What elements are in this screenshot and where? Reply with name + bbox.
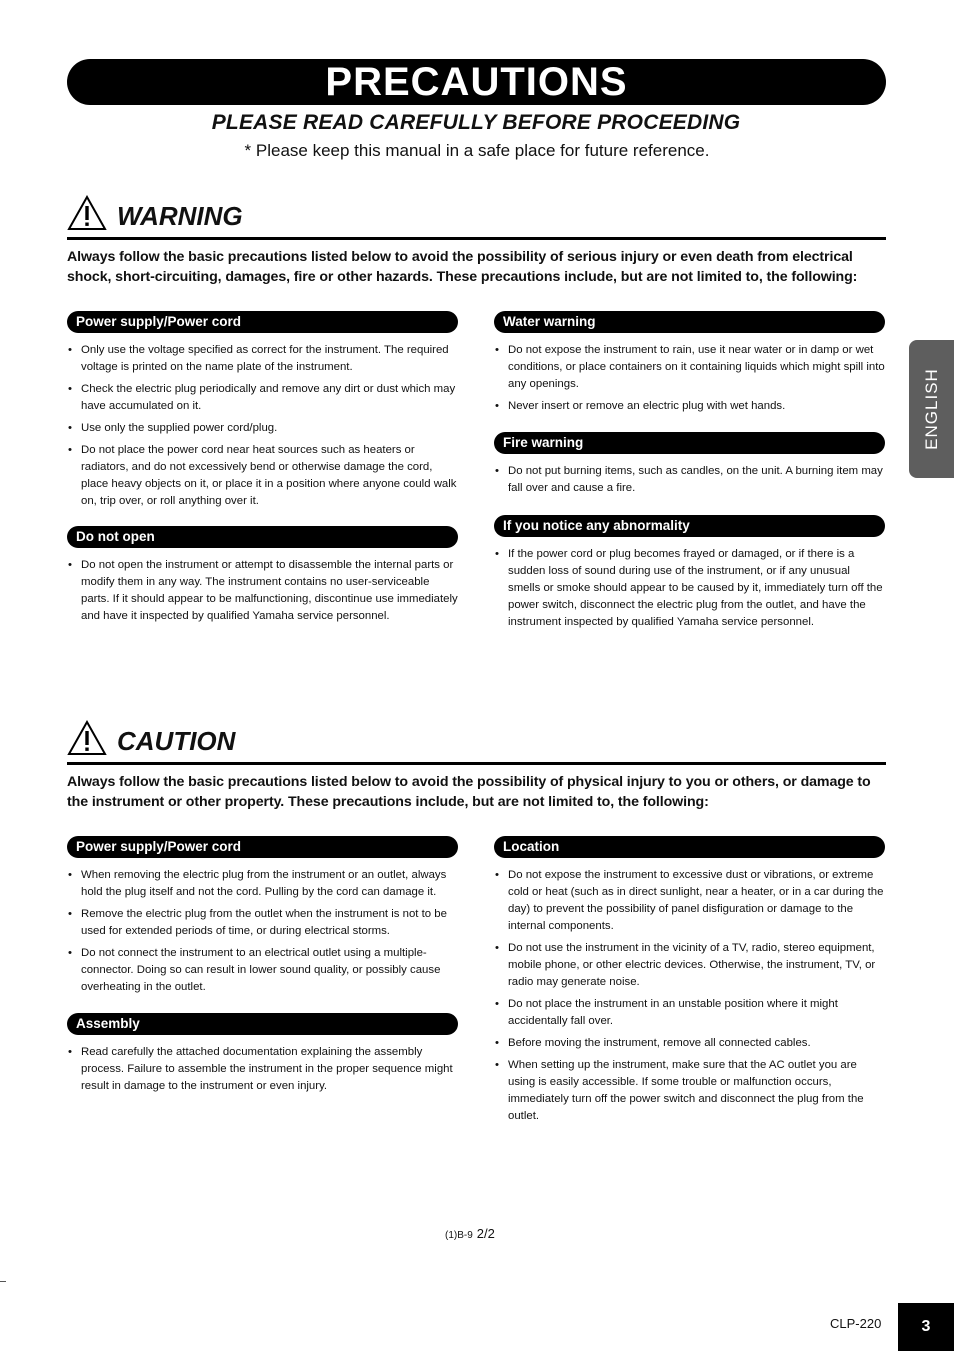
caution-location-block — [494, 836, 885, 1130]
caution-power-list — [67, 867, 458, 996]
warning-fire-block — [494, 432, 885, 502]
list-item: • Only use the voltage specified as correct for the instrument. The required voltage is printed on the name plate of the instrument. — [67, 342, 458, 376]
warning-abnormality-heading: If you notice any abnormality — [494, 515, 885, 537]
list-item: • Read carefully the attached documentation explaining the assembly process. Failure to assemble the instrument in the proper sequence might result in damage to the instrument or even injury. — [67, 1044, 458, 1095]
warning-fire-heading: Fire warning — [494, 432, 885, 454]
list-item: • Never insert or remove an electric plug with wet hands. — [494, 398, 885, 415]
footer-code-text: (1)B-9 — [445, 1230, 473, 1241]
warning-intro: Always follow the basic precautions listed below to avoid the possibility of serious injury or even death from electrical shock, short-circuiting, damages, fire or other hazards. These precautions include, but are not limited to, the following: — [67, 249, 858, 285]
list-item: • Do not place the instrument in an unstable position where it might accidentally fall over. — [494, 996, 885, 1030]
list-item: • Do not connect the instrument to an electrical outlet using a multiple-connector. Doing so can result in lower sound quality, or possibly cause overheating in the outlet. — [67, 945, 458, 996]
caution-header — [67, 720, 886, 765]
warning-header — [67, 195, 886, 240]
warning-water-block — [494, 311, 885, 420]
list-item: • When setting up the instrument, make sure that the AC outlet you are using is easily accessible. If some trouble or malfunction occurs, immediately turn off the power switch and disconnect the plug from the outlet. — [494, 1057, 885, 1125]
warning-fire-list — [494, 463, 885, 497]
language-tab — [909, 340, 954, 478]
caution-intro: Always follow the basic precautions listed below to avoid the possibility of physical injury to you or others, or damage to the instrument or other property. These precautions include, but are not limited to, the following: — [67, 774, 871, 810]
list-item: • Use only the supplied power cord/plug. — [67, 420, 458, 437]
caution-location-list — [494, 867, 885, 1125]
title-bar — [67, 59, 886, 105]
list-item: • Remove the electric plug from the outlet when the instrument is not to be used for extended periods of time, or during electrical storms. — [67, 906, 458, 940]
page-number: 3 — [898, 1303, 954, 1351]
subtitle: PLEASE READ CAREFULLY BEFORE PROCEEDING — [211, 111, 741, 134]
list-item: • Do not use the instrument in the vicinity of a TV, radio, stereo equipment, mobile phone, or other electric devices. Otherwise, the instrument, TV, or radio may generate noise. — [494, 940, 885, 991]
list-item: • Do not expose the instrument to excessive dust or vibrations, or extreme cold or heat (such as in direct sunlight, near a heater, or in a car during the day) to prevent the possibility of panel disfiguration or damage to the internal components. — [494, 867, 885, 935]
page-title: PRECAUTIONS — [325, 59, 628, 104]
footer-code — [445, 1226, 495, 1241]
keep-note: * Please keep this manual in a safe place for future reference. — [244, 141, 710, 160]
warning-triangle-icon — [67, 195, 107, 231]
caution-label: CAUTION — [117, 726, 236, 756]
warning-open-list — [67, 557, 458, 625]
caution-power-block — [67, 836, 458, 1001]
caution-assembly-list — [67, 1044, 458, 1095]
warning-power-heading: Power supply/Power cord — [67, 311, 458, 333]
list-item: • Do not open the instrument or attempt to disassemble the internal parts or modify them in any way. The instrument contains no user-serviceable parts. If it should appear to be malfunctioning, discontinue use immediately and have it inspected by qualified Yamaha service personnel. — [67, 557, 458, 625]
warning-power-list — [67, 342, 458, 510]
warning-label: WARNING — [117, 201, 243, 231]
list-item: • If the power cord or plug becomes frayed or damaged, or if there is a sudden loss of sound during use of the instrument, or if any unusual smells or smoke should appear to be caused by it, immediately turn off the power switch, disconnect the electric plug from the outlet, and have the instrument inspected by qualified Yamaha service personnel. — [494, 546, 885, 631]
caution-location-heading: Location — [494, 836, 885, 858]
footer-page-of: 2/2 — [476, 1226, 495, 1241]
caution-assembly-block — [67, 1013, 458, 1100]
warning-abnormality-block — [494, 515, 885, 636]
caution-power-heading: Power supply/Power cord — [67, 836, 458, 858]
warning-abnormality-list — [494, 546, 885, 631]
warning-triangle-icon — [67, 720, 107, 756]
list-item: • Check the electric plug periodically and remove any dirt or dust which may have accumulated on it. — [67, 381, 458, 415]
warning-water-list — [494, 342, 885, 415]
language-tab-label: ENGLISH — [921, 368, 941, 450]
list-item: • Do not expose the instrument to rain, use it near water or in damp or wet conditions, or place containers on it containing liquids which might spill into any openings. — [494, 342, 885, 393]
crop-mark — [0, 1281, 6, 1282]
list-item: • Do not place the power cord near heat sources such as heaters or radiators, and do not excessively bend or otherwise damage the cord, place heavy objects on it, or place it in a position where anyone could walk on, trip over, or roll anything over it. — [67, 442, 458, 510]
warning-open-block — [67, 526, 458, 630]
warning-power-block — [67, 311, 458, 515]
warning-open-heading: Do not open — [67, 526, 458, 548]
list-item: • Before moving the instrument, remove all connected cables. — [494, 1035, 885, 1052]
warning-water-heading: Water warning — [494, 311, 885, 333]
model-name: CLP-220 — [830, 1316, 882, 1331]
list-item: • When removing the electric plug from the instrument or an outlet, always hold the plug itself and not the cord. Pulling by the cord can damage it. — [67, 867, 458, 901]
caution-assembly-heading: Assembly — [67, 1013, 458, 1035]
list-item: • Do not put burning items, such as candles, on the unit. A burning item may fall over and cause a fire. — [494, 463, 885, 497]
